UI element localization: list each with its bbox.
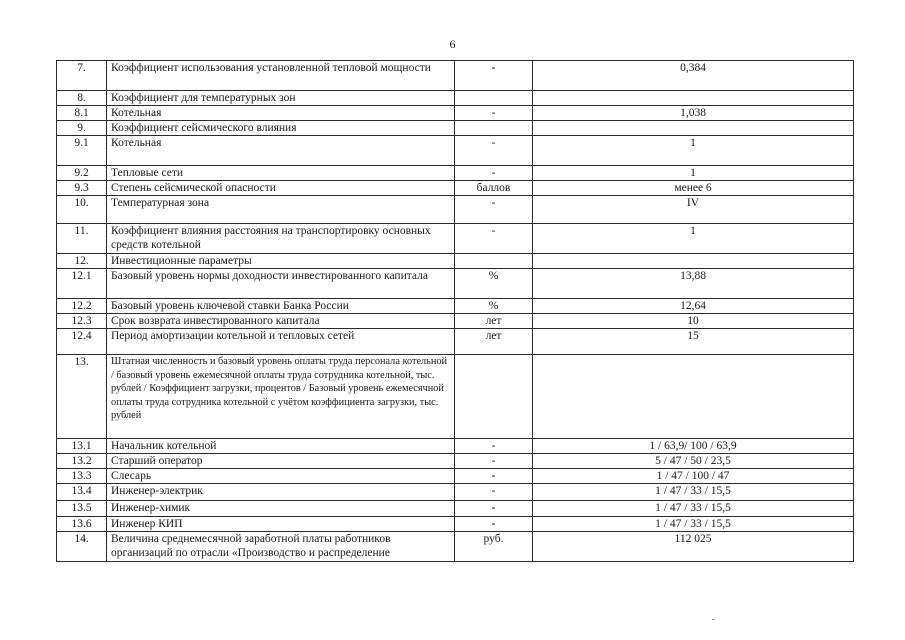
- parameter-name: Период амортизации котельной и тепловых сетей: [107, 329, 455, 355]
- row-number: 9.1: [57, 136, 107, 166]
- unit-cell: [455, 91, 533, 106]
- row-number: 9.3: [57, 181, 107, 196]
- unit-cell: -: [455, 484, 533, 501]
- value-cell: 13,88: [533, 269, 854, 299]
- value-cell: [533, 91, 854, 106]
- scan-speck: [712, 619, 715, 620]
- table-row: [57, 532, 854, 562]
- row-number: 12.2: [57, 299, 107, 314]
- parameter-name: Котельная: [107, 106, 455, 121]
- row-number: 10.: [57, 196, 107, 224]
- value-cell: 1: [533, 224, 854, 254]
- parameter-name: Инженер-электрик: [107, 484, 455, 501]
- unit-cell: -: [455, 454, 533, 469]
- unit-cell: лет: [455, 329, 533, 355]
- value-cell: 1 / 47 / 33 / 15,5: [533, 517, 854, 532]
- parameter-name: Котельная: [107, 136, 455, 166]
- parameter-name: Старший оператор: [107, 454, 455, 469]
- unit-cell: -: [455, 196, 533, 224]
- table-row: [57, 329, 854, 355]
- row-number: 13.: [57, 355, 107, 439]
- table-row: [57, 166, 854, 181]
- value-cell: 1,038: [533, 106, 854, 121]
- parameter-name: Коэффициент сейсмического влияния: [107, 121, 455, 136]
- value-cell: 1 / 47 / 100 / 47: [533, 469, 854, 484]
- parameter-name: Температурная зона: [107, 196, 455, 224]
- table-row: [57, 439, 854, 454]
- value-cell: 1: [533, 166, 854, 181]
- value-cell: 1 / 63,9/ 100 / 63,9: [533, 439, 854, 454]
- row-number: 14.: [57, 532, 107, 562]
- row-number: 13.5: [57, 501, 107, 517]
- table-row: [57, 181, 854, 196]
- table-row: [57, 355, 854, 439]
- parameter-name: Инвестиционные параметры: [107, 254, 455, 269]
- row-number: 9.: [57, 121, 107, 136]
- row-number: 12.4: [57, 329, 107, 355]
- parameter-name: Базовый уровень ключевой ставки Банка России: [107, 299, 455, 314]
- table-row: [57, 517, 854, 532]
- row-number: 13.1: [57, 439, 107, 454]
- value-cell: [533, 254, 854, 269]
- unit-cell: %: [455, 269, 533, 299]
- parameter-name: Тепловые сети: [107, 166, 455, 181]
- unit-cell: -: [455, 469, 533, 484]
- table-row: [57, 121, 854, 136]
- row-number: 13.6: [57, 517, 107, 532]
- value-cell: 10: [533, 314, 854, 329]
- table-row: [57, 106, 854, 121]
- parameter-name: Степень сейсмической опасности: [107, 181, 455, 196]
- table-row: [57, 484, 854, 501]
- row-number: 8.1: [57, 106, 107, 121]
- row-number: 7.: [57, 61, 107, 91]
- unit-cell: -: [455, 136, 533, 166]
- unit-cell: [455, 355, 533, 439]
- unit-cell: руб.: [455, 532, 533, 562]
- unit-cell: %: [455, 299, 533, 314]
- parameter-name: Коэффициент использования установленной тепловой мощности: [107, 61, 455, 91]
- row-number: 12.1: [57, 269, 107, 299]
- row-number: 8.: [57, 91, 107, 106]
- table-row: [57, 196, 854, 224]
- row-number: 13.3: [57, 469, 107, 484]
- value-cell: 5 / 47 / 50 / 23,5: [533, 454, 854, 469]
- value-cell: 0,384: [533, 61, 854, 91]
- parameter-name: Слесарь: [107, 469, 455, 484]
- value-cell: 1 / 47 / 33 / 15,5: [533, 501, 854, 517]
- parameters-table-body: [57, 61, 854, 562]
- unit-cell: -: [455, 61, 533, 91]
- parameter-name: Величина среднемесячной заработной платы работников организаций по отрасли «Производство и распределение: [107, 532, 455, 562]
- value-cell: 12,64: [533, 299, 854, 314]
- parameter-name: Инженер-химик: [107, 501, 455, 517]
- value-cell: менее 6: [533, 181, 854, 196]
- value-cell: IV: [533, 196, 854, 224]
- value-cell: 15: [533, 329, 854, 355]
- value-cell: 1 / 47 / 33 / 15,5: [533, 484, 854, 501]
- table-row: [57, 314, 854, 329]
- unit-cell: -: [455, 517, 533, 532]
- table-row: [57, 469, 854, 484]
- parameter-name: Штатная численность и базовый уровень оплаты труда персонала котельной / базовый уровень ежемесячной оплаты труда сотрудника котельной, тыс. рублей / Коэффициент загрузки, процентов / Базовый уровень ежемесячной оплаты труда сотрудника котельной с учётом коэффициента загрузки, тыс. рублей: [107, 355, 455, 439]
- row-number: 12.3: [57, 314, 107, 329]
- table-row: [57, 501, 854, 517]
- parameter-name: Срок возврата инвестированного капитала: [107, 314, 455, 329]
- table-row: [57, 91, 854, 106]
- unit-cell: -: [455, 501, 533, 517]
- parameter-name: Начальник котельной: [107, 439, 455, 454]
- row-number: 13.2: [57, 454, 107, 469]
- table-row: [57, 299, 854, 314]
- row-number: 9.2: [57, 166, 107, 181]
- unit-cell: [455, 254, 533, 269]
- value-cell: 112 025: [533, 532, 854, 562]
- parameter-name: Коэффициент для температурных зон: [107, 91, 455, 106]
- unit-cell: лет: [455, 314, 533, 329]
- value-cell: [533, 355, 854, 439]
- unit-cell: -: [455, 166, 533, 181]
- table-row: [57, 136, 854, 166]
- table-row: [57, 269, 854, 299]
- parameter-name: Базовый уровень нормы доходности инвестированного капитала: [107, 269, 455, 299]
- table-row: [57, 224, 854, 254]
- table-row: [57, 254, 854, 269]
- unit-cell: [455, 121, 533, 136]
- row-number: 12.: [57, 254, 107, 269]
- unit-cell: -: [455, 439, 533, 454]
- value-cell: [533, 121, 854, 136]
- unit-cell: баллов: [455, 181, 533, 196]
- unit-cell: -: [455, 106, 533, 121]
- table-row: [57, 454, 854, 469]
- unit-cell: -: [455, 224, 533, 254]
- table-row: [57, 61, 854, 91]
- row-number: 13.4: [57, 484, 107, 501]
- value-cell: 1: [533, 136, 854, 166]
- page-number: 6: [449, 37, 456, 51]
- parameter-name: Инженер КИП: [107, 517, 455, 532]
- parameter-name: Коэффициент влияния расстояния на транспортировку основных средств котельной: [107, 224, 455, 254]
- parameters-table: [56, 60, 854, 562]
- row-number: 11.: [57, 224, 107, 254]
